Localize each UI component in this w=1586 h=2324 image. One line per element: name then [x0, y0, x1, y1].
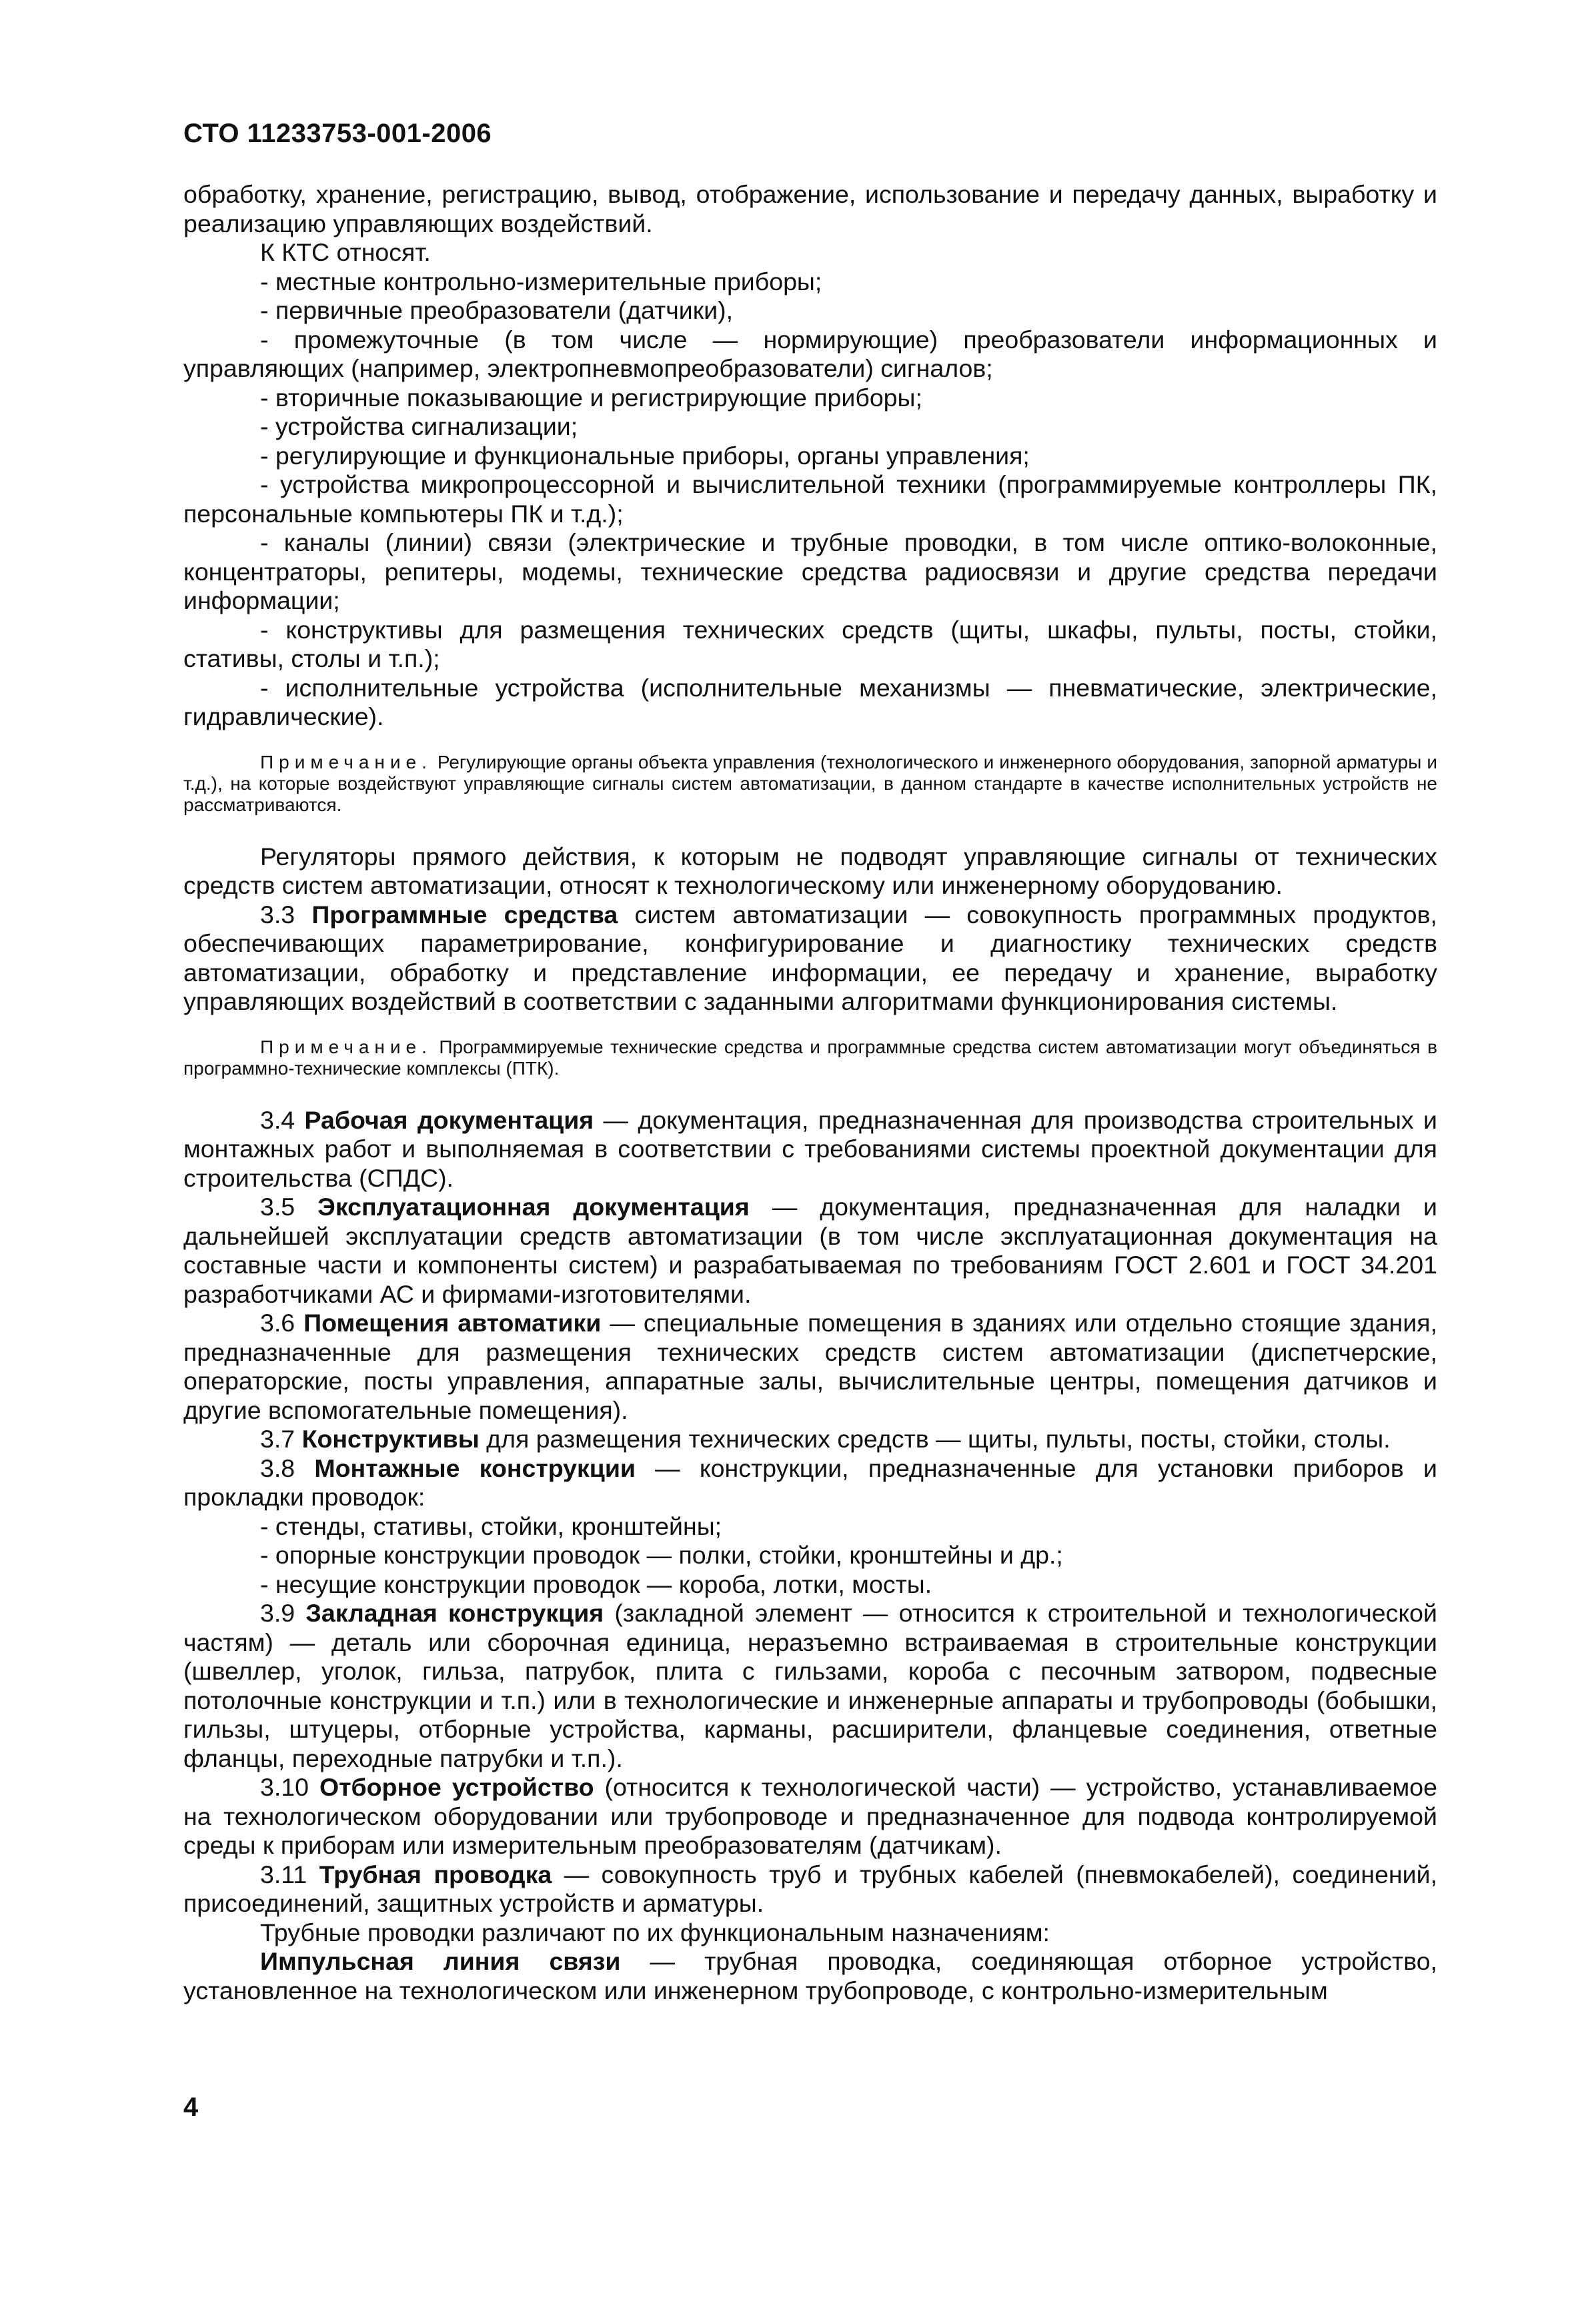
- list-item: - исполнительные устройства (исполнительные механизмы — пневматические, электрические, гидравлические).: [183, 673, 1437, 730]
- definition-impulse-line: [183, 1947, 1437, 2005]
- page-number: 4: [183, 2093, 199, 2122]
- definition-text: для размещения технических средств — щиты, пульты, посты, стойки, столы.: [479, 1425, 1391, 1453]
- term: Отборное устройство: [319, 1773, 594, 1801]
- definition-3-6: [183, 1309, 1437, 1425]
- definition-3-10: [183, 1773, 1437, 1860]
- document-header: СТО 11233753-001-2006: [183, 119, 492, 148]
- definition-3-9: [183, 1599, 1437, 1773]
- note-label: Примечание.: [260, 1036, 432, 1057]
- definition-3-11: [183, 1860, 1437, 1918]
- term: Конструктивы: [301, 1425, 480, 1453]
- section-number: 3.6: [260, 1309, 304, 1337]
- term: Импульсная линия связи: [260, 1947, 621, 1975]
- definition-3-5: [183, 1193, 1437, 1309]
- definition-text: — документация, предназначенная для производства строительных и монтажных работ и выполняемая в соответствии с требованиями системы проектной документации для строительства (СПДС).: [183, 1105, 1437, 1192]
- section-number: 3.5: [260, 1193, 318, 1221]
- paragraph-pipes: Трубные проводки различают по их функциональным назначениям:: [260, 1918, 1050, 1946]
- list-item: - вторичные показывающие и регистрирующие приборы;: [260, 383, 922, 412]
- term: Закладная конструкция: [305, 1599, 604, 1627]
- definition-3-7: [183, 1425, 1437, 1454]
- section-number: 3.7: [260, 1425, 302, 1453]
- definition-text: (относится к технологической части) — устройство, устанавливаемое на технологическом оборудовании или трубопроводе и предназначенное для подвода контролируемой среды к приборам или измерительным преобразователям (датчикам).: [183, 1773, 1438, 1859]
- definition-text: — совокупность труб и трубных кабелей (пневмокабелей), соединений, присоединений, защитных устройств и арматуры.: [183, 1860, 1437, 1917]
- list-item: - местные контрольно-измерительные приборы;: [260, 267, 822, 296]
- definition-3-4: [183, 1106, 1437, 1193]
- list-item: - устройства микропроцессорной и вычислительной техники (программируемые контроллеры ПК, персональные компьютеры ПК и т.д.);: [183, 470, 1437, 528]
- note-label: Примечание.: [260, 751, 432, 772]
- list-item: - первичные преобразователи (датчики),: [260, 296, 734, 324]
- list-item: - опорные конструкции проводок — полки, стойки, кронштейны и др.;: [260, 1541, 1063, 1569]
- paragraph-continuation: обработку, хранение, регистрацию, вывод, отображение, использование и передачу данных, выработку и реализацию управляющих воздействий.: [183, 180, 1437, 237]
- definition-text: (закладной элемент — относится к строительной и технологической частям) — деталь или сборочная единица, неразъемно встраиваемая в строительные конструкции (швеллер, уголок, гильза, патрубок, плита с гильзами, короба с песочным затвором, подвесные потолочные конструкции и т.п.) или в технологические и инженерные аппараты и трубопроводы (бобышки, гильзы, штуцеры, отборные устройства, карманы, расширители, фланцевые соединения, ответные фланцы, переходные патрубки и т.п.).: [183, 1599, 1437, 1772]
- document-body: [183, 180, 1437, 2005]
- note-block: [183, 752, 1437, 816]
- section-number: 3.9: [260, 1599, 306, 1627]
- note-block: [183, 1037, 1437, 1079]
- definition-3-3: [183, 901, 1437, 1017]
- list-item: - регулирующие и функциональные приборы, органы управления;: [260, 441, 1030, 470]
- term: Эксплуатационная документация: [317, 1193, 750, 1221]
- term: Программные средства: [311, 900, 618, 929]
- section-number: 3.3: [260, 900, 312, 929]
- section-number: 3.8: [260, 1454, 315, 1482]
- list-item: - каналы (линии) связи (электрические и трубные проводки, в том числе оптико-волоконные, концентраторы, репитеры, модемы, технические средства радиосвязи и другие средства передачи информации;: [183, 528, 1437, 614]
- term: Монтажные конструкции: [314, 1454, 636, 1482]
- definition-text: систем автоматизации — совокупность программных продуктов, обеспечивающих параметрирование, конфигурирование и диагностику технических средств автоматизации, обработку и представление информации, ее передачу и хранение, выработку управляющих воздействий в соответствии с заданными алгоритмами функционирования системы.: [183, 900, 1437, 1015]
- note-text: Регулирующие органы объекта управления (технологического и инженерного оборудования, запорной арматуры и т.д.), на которые воздействуют управляющие сигналы систем автоматизации, в данном стандарте в качестве исполнительных устройств не рассматриваются.: [183, 751, 1437, 815]
- note-text: Программируемые технические средства и программные средства систем автоматизации могут объединяться в программно-технические комплексы (ПТК).: [183, 1036, 1437, 1079]
- term: Трубная проводка: [319, 1860, 552, 1888]
- list-item: - несущие конструкции проводок — короба, лотки, мосты.: [260, 1570, 932, 1598]
- definition-text: — специальные помещения в зданиях или отдельно стоящие здания, предназначенные для размещения технических средств систем автоматизации (диспетчерские, операторские, посты управления, аппаратные залы, вычислительные центры, помещения датчиков и другие вспомогательные помещения).: [183, 1309, 1438, 1424]
- list-item: - конструктивы для размещения технических средств (щиты, шкафы, пульты, посты, стойки, стативы, столы и т.п.);: [183, 615, 1437, 672]
- definition-text: — документация, предназначенная для наладки и дальнейшей эксплуатации средств автоматизации (в том числе эксплуатационная документация на составные части и компоненты систем) и разрабатываемая по требованиям ГОСТ 2.601 и ГОСТ 34.201 разработчиками АС и фирмами-изготовителями.: [183, 1193, 1437, 1308]
- section-number: 3.11: [260, 1860, 319, 1888]
- list-item: - стенды, стативы, стойки, кронштейны;: [260, 1512, 722, 1540]
- definition-3-8: [183, 1454, 1437, 1512]
- section-number: 3.10: [260, 1773, 319, 1801]
- list-item: - устройства сигнализации;: [260, 412, 578, 440]
- section-number: 3.4: [260, 1105, 305, 1134]
- definition-text: — трубная проводка, соединяющая отборное устройство, установленное на технологическом или инженерном трубопроводе, с контрольно-измерительным: [183, 1947, 1438, 2004]
- paragraph-kts-intro: К КТС относят.: [260, 238, 431, 266]
- paragraph-regulators: Регуляторы прямого действия, к которым не подводят управляющие сигналы от технических средств систем автоматизации, относят к технологическому или инженерному оборудованию.: [183, 842, 1437, 899]
- list-item: - промежуточные (в том числе — нормирующие) преобразователи информационных и управляющих (например, электропневмопреобразователи) сигналов;: [183, 325, 1437, 382]
- definition-text: — конструкции, предназначенные для установки приборов и прокладки проводок:: [183, 1454, 1437, 1511]
- term: Помещения автоматики: [303, 1309, 602, 1337]
- term: Рабочая документация: [304, 1105, 594, 1134]
